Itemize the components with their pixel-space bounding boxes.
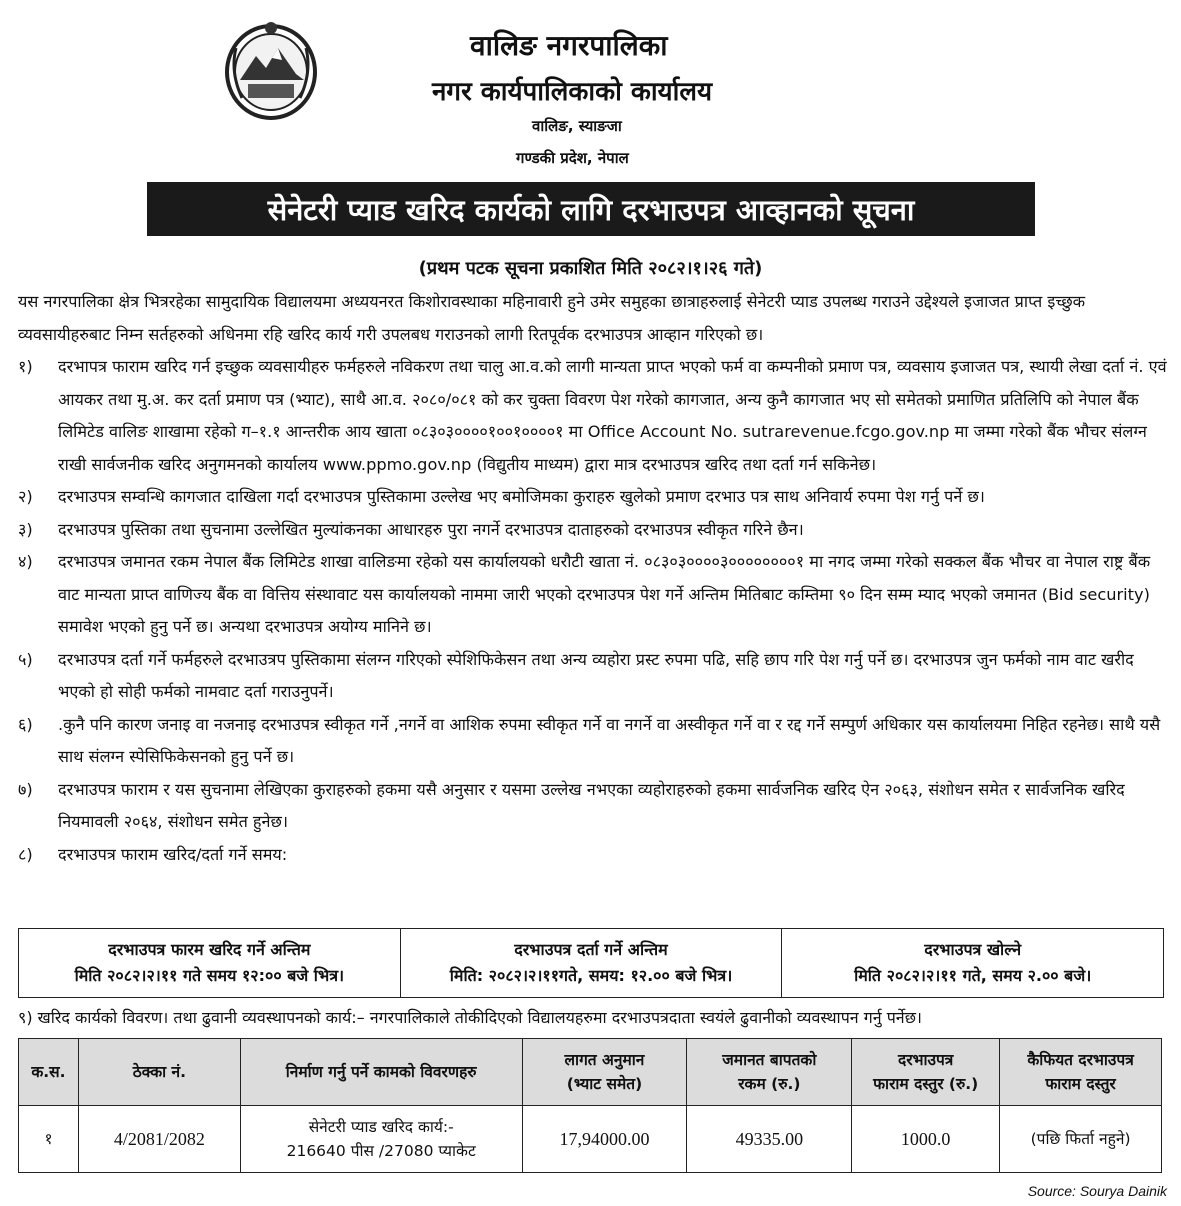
procurement-table: [18, 1038, 1162, 1173]
item-text: दरभाउपत्र पुस्तिका तथा सुचनामा उल्लेखित मुल्यांकनका आधारहरु पुरा नगर्ने दरभाउपत्र दाताहरुको दरभाउपत्र स्वीकृत गरिने छैन।: [58, 519, 804, 539]
list-item: [18, 839, 1168, 872]
col-header-cost: लागत अनुमान (भ्याट समेत): [522, 1039, 687, 1106]
col-header-description: निर्माण गर्नु पर्ने कामको विवरणहरु: [240, 1039, 522, 1106]
cell-contract: 4/2081/2082: [78, 1106, 240, 1173]
cell-security: 49335.00: [687, 1106, 852, 1173]
list-item: [18, 709, 1168, 774]
list-item: [18, 351, 1168, 481]
schedule-opening-date: मिति २०८२।२।११ गते, समय २.०० बजे।: [854, 966, 1092, 985]
notice-header: [0, 0, 1181, 175]
schedule-purchase: [19, 929, 401, 997]
cell-sn: १: [19, 1106, 79, 1173]
nepal-emblem-logo: [222, 18, 320, 122]
cell-remark: (पछि फिर्ता नहुने): [1000, 1106, 1162, 1173]
list-item: [18, 546, 1168, 644]
item-number: २): [18, 487, 33, 506]
item-number: ८): [18, 844, 33, 864]
office-location: वालिङ, स्याङजा: [532, 117, 622, 135]
schedule-box: [18, 928, 1164, 998]
cell-description: सेनेटरी प्याड खरिद कार्य:- 216640 पीस /27080 प्याकेट: [240, 1106, 522, 1173]
notice-title: सेनेटरी प्याड खरिद कार्यको लागि दरभाउपत्र आव्हानको सूचना: [147, 182, 1035, 236]
condition-list: [18, 351, 1168, 871]
publication-date: (प्रथम पटक सूचना प्रकाशित मिति २०८२।१।२६ गते): [418, 258, 763, 279]
table-header-row: [19, 1039, 1162, 1106]
col-header-security: जमानत बापतको रकम (रु.): [687, 1039, 852, 1106]
office-name: नगर कार्यपालिकाको कार्यालय: [432, 77, 713, 107]
item-number: १): [18, 357, 33, 376]
notice-body: [18, 286, 1168, 871]
org-name: वालिङ नगरपालिका: [470, 29, 668, 62]
col-header-remark: कैफियत दरभाउपत्र फाराम दस्तुर: [1000, 1039, 1162, 1106]
item-text: .कुनै पनि कारण जनाइ वा नजनाइ दरभाउपत्र स्वीकृत गर्ने ,नगर्ने वा आशिक रुपमा स्वीकृत गर्ने वा नगर्ने वा अस्वीकृत गर्ने वा र रद्द गर्ने सम्पुर्ण अधिकार यस कार्यालयमा निहित रहनेछ। साथै यसै साथ संलग्न स्पेसिफिकेसनको हुनु पर्ने छ।: [58, 714, 1161, 766]
item-number: ४): [18, 552, 33, 571]
item-number: ३): [18, 519, 33, 539]
schedule-submission-label: दरभाउपत्र दर्ता गर्ने अन्तिम: [514, 940, 668, 959]
table-row: [19, 1106, 1162, 1173]
schedule-purchase-date: मिति २०८२।२।११ गते समय १२:०० बजे भित्र।: [74, 966, 345, 985]
cell-fee: 1000.0: [852, 1106, 1000, 1173]
item-number: ७): [18, 779, 33, 799]
list-item: [18, 514, 1168, 547]
item-text: दरभाउपत्र सम्वन्धि कागजात दाखिला गर्दा दरभाउपत्र पुस्तिकामा उल्लेख भए बमोजिमका कुराहरु खुलेको प्रमाण दरभाउ पत्र साथ अनिवार्य रुपमा पेश गर्नु पर्ने छ।: [58, 487, 985, 506]
col-header-fee: दरभाउपत्र फाराम दस्तुर (रु.): [852, 1039, 1000, 1106]
schedule-opening-label: दरभाउपत्र खोल्ने: [924, 940, 1022, 959]
schedule-submission: [401, 929, 783, 997]
col-header-sn: क.स.: [19, 1039, 79, 1106]
province-name: गण्डकी प्रदेश, नेपाल: [516, 149, 629, 167]
schedule-submission-date: मिति: २०८२।२।११गते, समय: १२.०० बजे भित्र।: [449, 966, 733, 985]
col-header-contract: ठेक्का नं.: [78, 1039, 240, 1106]
item-text: दरभाउपत्र फाराम खरिद/दर्ता गर्ने समय:: [58, 844, 288, 864]
list-item: [18, 644, 1168, 709]
list-item: [18, 774, 1168, 839]
cell-cost: 17,94000.00: [522, 1106, 687, 1173]
item-text: दरभाउपत्र जमानत रकम नेपाल बैंक लिमिटेड शाखा वालिङमा रहेको यस कार्यालयको धरौटी खाता नं. ०८३०३००००३००००००००१ मा नगद जम्मा गरेको सक्कल बैंक भौचर वा नेपाल राष्ट्र बैंक वाट मान्यता प्राप्त वाणिज्य बैंक वा वित्तिय संस्थावाट यस कार्यालयको नाममा जारी भएको दरभाउपत्र पेश गर्ने अन्तिम मितिबाट कम्तिमा ९० दिन सम्म म्याद भएको जमानत (Bid security) समावेश भएको हुनु पर्ने छ। अन्यथा दरभाउपत्र अयोग्य मानिने छ।: [58, 552, 1151, 636]
item-text: दरभाउपत्र फाराम र यस सुचनामा लेखिएका कुराहरुको हकमा यसै अनुसार र यसमा उल्लेख नभएका व्यहोराहरुको हकमा सार्वजनिक खरिद ऐन २०६३, संशोधन समेत र सार्वजनिक खरिद नियमावली २०६४, संशोधन समेत हुनेछ।: [58, 779, 1125, 831]
schedule-opening: [782, 929, 1163, 997]
schedule-purchase-label: दरभाउपत्र फारम खरिद गर्ने अन्तिम: [108, 940, 311, 959]
item-number: ६): [18, 714, 33, 734]
list-item: [18, 481, 1168, 514]
item-text: दरभापत्र फाराम खरिद गर्न इच्छुक व्यवसायीहरु फर्महरुले नविकरण तथा चालु आ.व.को लागी मान्यता प्राप्त भएको फर्म वा कम्पनीको प्रमाण पत्र, व्यवसाय इजाजत पत्र, स्थायी लेखा दर्ता नं. एवं आयकर तथा मु.अ. कर दर्ता प्रमाण पत्र (भ्याट), साथै आ.व. २०८०/०८१ को कर चुक्ता विवरण पेश गरेको कागजात, अन्य कुनै कागजात भए सो समेतको प्रमाणित प्रतिलिपि को नेपाल बैंक लिमिटेड वालिङ शाखामा रहेको ग–१.१ आन्तरीक आय खाता ०८३०३००००१००१००००१ मा Office Account No. sutrarevenue.fcgo.gov.np मा जम्मा गरेको बैंक भौचर संलग्न राखी सार्वजनीक खरिद अनुगमनको कार्यालय www.ppmo.gov.np (विद्युतीय माध्यम) द्वारा मात्र दरभाउपत्र खरिद तथा दर्ता गर्न सकिनेछ।: [58, 357, 1167, 474]
intro-paragraph: यस नगरपालिका क्षेत्र भित्ररहेका सामुदायिक विद्यालयमा अध्ययनरत किशोरावस्थाका महिनावारी हुने उमेर समुहका छात्राहरुलाई सेनेटरी प्याड उपलब्ध गराउने उद्देश्यले इजाजत प्राप्त इच्छुक व्यवसायीहरुबाट निम्न सर्तहरुको अधिनमा रहि खरिद कार्य गरी उपलबध गराउनको लागी रितपूर्वक दरभाउपत्र आव्हान गरिएको छ।: [18, 292, 1086, 344]
source-credit: Source: Sourya Dainik: [1027, 1183, 1167, 1199]
item-9: ९) खरिद कार्यको विवरण। तथा ढुवानी व्यवस्थापनको कार्य:– नगरपालिकाले तोकीदिएको विद्यालयहरुमा दरभाउपत्रदाता स्वयंले ढुवानीको व्यवस्थापन गर्नु पर्नेछ।: [18, 1008, 922, 1027]
item-number: ५): [18, 649, 33, 669]
item-text: दरभाउपत्र दर्ता गर्ने फर्महरुले दरभाउत्रप पुस्तिकामा संलग्न गरिएको स्पेशिफिकेसन तथा अन्य व्यहोरा प्रस्ट रुपमा पढि, सहि छाप गरि पेश गर्नु पर्ने छ। दरभाउपत्र जुन फर्मको नाम वाट खरीद भएको हो सोही फर्मको नामवाट दर्ता गराउनुपर्ने।: [58, 649, 1134, 701]
